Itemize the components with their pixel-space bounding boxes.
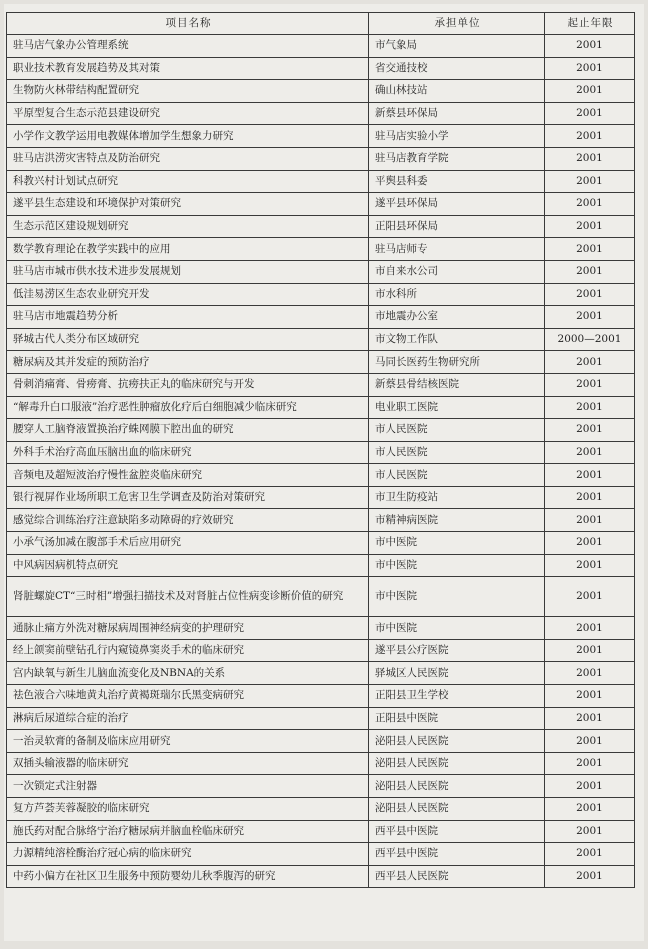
unit-cell: 市中医院 [369,577,545,617]
unit-cell: 市中医院 [369,617,545,640]
table-row [7,730,635,753]
header-project-name: 项目名称 [7,13,369,35]
table-row [7,419,635,442]
table-row [7,707,635,730]
years-cell: 2001 [545,775,635,798]
years-cell: 2001 [545,170,635,193]
project-name-cell: 糖尿病及其并发症的预防治疗 [7,351,369,374]
unit-cell: 泌阳县人民医院 [369,730,545,753]
project-name-cell: 腰穿人工脑脊液置换治疗蛛网膜下腔出血的研究 [7,419,369,442]
years-cell: 2001 [545,351,635,374]
project-name-cell: 职业技术教育发展趋势及其对策 [7,57,369,80]
years-cell: 2001 [545,57,635,80]
project-name-cell: 驿城古代人类分布区域研究 [7,328,369,351]
table-row [7,464,635,487]
project-name-cell: 遂平县生态建设和环境保护对策研究 [7,193,369,216]
table-row [7,125,635,148]
unit-cell: 遂平县环保局 [369,193,545,216]
unit-cell: 驿城区人民医院 [369,662,545,685]
table-row [7,193,635,216]
unit-cell: 泌阳县人民医院 [369,798,545,821]
table-row [7,306,635,329]
unit-cell: 市文物工作队 [369,328,545,351]
project-name-cell: 生态示范区建设规划研究 [7,215,369,238]
project-name-cell: 生物防火林带结构配置研究 [7,80,369,103]
table-row [7,486,635,509]
unit-cell: 市人民医院 [369,441,545,464]
table-row [7,685,635,708]
project-name-cell: 低洼易涝区生态农业研究开发 [7,283,369,306]
table-row [7,843,635,866]
unit-cell: 省交通技校 [369,57,545,80]
table-row [7,554,635,577]
years-cell: 2001 [545,865,635,888]
unit-cell: 市卫生防疫站 [369,486,545,509]
years-cell: 2001 [545,820,635,843]
years-cell: 2001 [545,617,635,640]
document-page [4,4,644,941]
years-cell: 2001 [545,843,635,866]
project-name-cell: 银行视屏作业场所职工危害卫生学调查及防治对策研究 [7,486,369,509]
years-cell: 2001 [545,396,635,419]
table-row [7,509,635,532]
project-name-cell: 感觉综合训练治疗注意缺陷多动障碍的疗效研究 [7,509,369,532]
unit-cell: 市气象局 [369,35,545,58]
project-name-cell: 宫内缺氧与新生儿脑血流变化及NBNA的关系 [7,662,369,685]
unit-cell: 新蔡县骨结核医院 [369,373,545,396]
table-row [7,35,635,58]
years-cell: 2001 [545,441,635,464]
project-name-cell: “解毒升白口服液”治疗恶性肿瘤放化疗后白细胞减少临床研究 [7,396,369,419]
unit-cell: 市中医院 [369,554,545,577]
table-row [7,283,635,306]
unit-cell: 驻马店教育学院 [369,147,545,170]
table-row [7,577,635,617]
header-unit: 承担单位 [369,13,545,35]
table-row [7,328,635,351]
project-name-cell: 小承气汤加减在腹部手术后应用研究 [7,532,369,555]
years-cell: 2001 [545,35,635,58]
years-cell: 2001 [545,283,635,306]
project-name-cell: 复方芦荟芙蓉凝胶的临床研究 [7,798,369,821]
table-row [7,532,635,555]
unit-cell: 西平县中医院 [369,820,545,843]
unit-cell: 驻马店师专 [369,238,545,261]
table-row [7,865,635,888]
table-row [7,441,635,464]
table-row [7,351,635,374]
table-header-row [7,13,635,35]
table-row [7,662,635,685]
unit-cell: 平舆县科委 [369,170,545,193]
years-cell: 2001 [545,102,635,125]
projects-table [6,12,635,888]
unit-cell: 西平县人民医院 [369,865,545,888]
years-cell: 2001 [545,685,635,708]
years-cell: 2001 [545,193,635,216]
table-row [7,775,635,798]
table-row [7,80,635,103]
unit-cell: 市水科所 [369,283,545,306]
project-name-cell: 中风病因病机特点研究 [7,554,369,577]
table-row [7,238,635,261]
project-name-cell: 驻马店市地震趋势分析 [7,306,369,329]
project-name-cell: 音频电及超短波治疗慢性盆腔炎临床研究 [7,464,369,487]
years-cell: 2001 [545,373,635,396]
unit-cell: 正阳县中医院 [369,707,545,730]
table-row [7,102,635,125]
project-name-cell: 一次锁定式注射器 [7,775,369,798]
table-row [7,798,635,821]
unit-cell: 电业职工医院 [369,396,545,419]
table-row [7,639,635,662]
years-cell: 2001 [545,464,635,487]
project-name-cell: 一治灵软膏的备制及临床应用研究 [7,730,369,753]
project-name-cell: 中药小偏方在社区卫生服务中预防婴幼儿秋季腹泻的研究 [7,865,369,888]
unit-cell: 新蔡县环保局 [369,102,545,125]
years-cell: 2001 [545,532,635,555]
years-cell: 2001 [545,730,635,753]
years-cell: 2001 [545,238,635,261]
years-cell: 2001 [545,80,635,103]
project-name-cell: 双插头输液器的临床研究 [7,752,369,775]
project-name-cell: 驻马店洪涝灾害特点及防治研究 [7,147,369,170]
years-cell: 2001 [545,215,635,238]
years-cell: 2001 [545,509,635,532]
table-row [7,170,635,193]
years-cell: 2000—2001 [545,328,635,351]
unit-cell: 泌阳县人民医院 [369,752,545,775]
unit-cell: 市中医院 [369,532,545,555]
years-cell: 2001 [545,486,635,509]
years-cell: 2001 [545,554,635,577]
unit-cell: 驻马店实验小学 [369,125,545,148]
years-cell: 2001 [545,260,635,283]
unit-cell: 市自来水公司 [369,260,545,283]
project-name-cell: 驻马店市城市供水技术进步发展规划 [7,260,369,283]
project-name-cell: 通脉止痛方外洗对糖尿病周围神经病变的护理研究 [7,617,369,640]
table-row [7,396,635,419]
unit-cell: 正阳县卫生学校 [369,685,545,708]
project-name-cell: 数学教育理论在教学实践中的应用 [7,238,369,261]
unit-cell: 市人民医院 [369,419,545,442]
years-cell: 2001 [545,577,635,617]
unit-cell: 确山林技站 [369,80,545,103]
unit-cell: 西平县中医院 [369,843,545,866]
unit-cell: 市地震办公室 [369,306,545,329]
years-cell: 2001 [545,147,635,170]
table-row [7,260,635,283]
table-body [7,35,635,888]
unit-cell: 正阳县环保局 [369,215,545,238]
project-name-cell: 驻马店气象办公管理系统 [7,35,369,58]
project-name-cell: 科教兴村计划试点研究 [7,170,369,193]
years-cell: 2001 [545,798,635,821]
unit-cell: 市人民医院 [369,464,545,487]
table-row [7,147,635,170]
project-name-cell: 外科手术治疗高血压脑出血的临床研究 [7,441,369,464]
unit-cell: 泌阳县人民医院 [369,775,545,798]
project-name-cell: 施氏药对配合脉络宁治疗糖尿病并脑血栓临床研究 [7,820,369,843]
years-cell: 2001 [545,752,635,775]
unit-cell: 马同长医药生物研究所 [369,351,545,374]
project-name-cell: 骨刺消痛膏、骨痨膏、抗痨扶正丸的临床研究与开发 [7,373,369,396]
project-name-cell: 祛色液合六味地黄丸治疗黄褐斑瑞尔氏黑变病研究 [7,685,369,708]
years-cell: 2001 [545,125,635,148]
project-name-cell: 平原型复合生态示范县建设研究 [7,102,369,125]
table-row [7,215,635,238]
project-name-cell: 淋病后尿道综合症的治疗 [7,707,369,730]
unit-cell: 市精神病医院 [369,509,545,532]
table-row [7,373,635,396]
unit-cell: 遂平县公疗医院 [369,639,545,662]
years-cell: 2001 [545,419,635,442]
project-name-cell: 经上颌窦前壁钻孔行内窥镜鼻窦炎手术的临床研究 [7,639,369,662]
header-years: 起止年限 [545,13,635,35]
years-cell: 2001 [545,306,635,329]
table-row [7,57,635,80]
years-cell: 2001 [545,639,635,662]
project-name-cell: 小学作文教学运用电教媒体增加学生想象力研究 [7,125,369,148]
years-cell: 2001 [545,707,635,730]
table-row [7,617,635,640]
project-name-cell: 力源精纯溶栓酶治疗冠心病的临床研究 [7,843,369,866]
project-name-cell: 肾脏螺旋CT“三时相”增强扫描技术及对肾脏占位性病变诊断价值的研究 [7,577,369,617]
table-row [7,820,635,843]
table-row [7,752,635,775]
years-cell: 2001 [545,662,635,685]
